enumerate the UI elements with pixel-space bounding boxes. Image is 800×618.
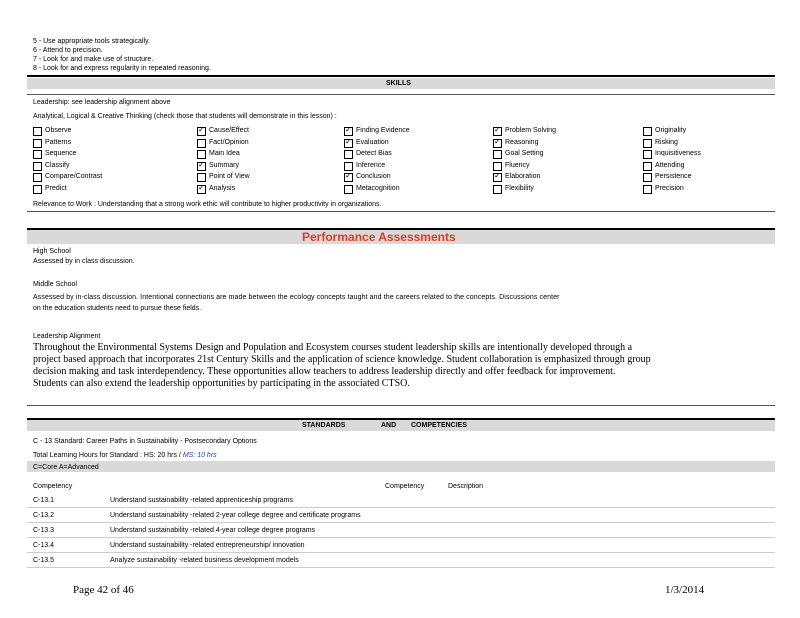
skill-checkbox[interactable]	[197, 150, 206, 159]
skill-checkbox[interactable]	[643, 150, 652, 159]
analytical-line: Analytical, Logical & Creative Thinking (check those that students will demonstrate in this lesson) :	[33, 113, 337, 120]
hours-line	[33, 451, 217, 460]
skill-checkbox[interactable]	[344, 162, 353, 171]
competency-description: Understand sustainability -related entrepreneurship/ innovation	[110, 542, 305, 549]
skill-label: Detect Bias	[356, 150, 392, 157]
skill-label: Classify	[45, 161, 70, 169]
standards-heading: STANDARDS	[302, 422, 346, 429]
skill-label: Compare/Contrast	[45, 173, 103, 180]
row-divider	[27, 507, 775, 508]
skill-label: Fact/Opinion	[209, 138, 249, 146]
skill-checkbox[interactable]	[197, 127, 206, 136]
competency-code: C-13.5	[33, 557, 55, 564]
paragraph-line: project based approach that incorporates 21st Century Skills and the application of science knowledge. Student collaboration is emphasized through group	[33, 354, 651, 365]
skill-checkbox[interactable]	[493, 150, 502, 159]
competency-code: C-13.4	[33, 542, 55, 549]
skill-label: Observe	[45, 127, 72, 134]
skill-checkbox[interactable]	[493, 185, 502, 194]
skill-label: Evaluation	[356, 138, 389, 146]
hours-ms: MS: 10 hrs	[182, 452, 217, 459]
competency-code: C-13.2	[33, 512, 55, 519]
check-icon: ✓	[494, 125, 501, 134]
standards-heading: AND	[381, 422, 397, 429]
skill-label: Inquisitiveness	[655, 150, 701, 157]
footer-date: 1/3/2014	[665, 584, 705, 596]
skill-checkbox[interactable]	[197, 159, 206, 171]
skill-label: Finding Evidence	[356, 127, 410, 134]
skill-label: Point of View	[209, 173, 250, 180]
check-icon: ✓	[345, 171, 352, 180]
middle-school-text: on the education students need to pursue these fields.	[33, 305, 202, 312]
divider	[27, 211, 775, 212]
hours-prefix: Total Learning Hours for Standard : HS: 20 hrs /	[33, 452, 181, 459]
skill-checkbox[interactable]	[197, 173, 206, 182]
skill-checkbox[interactable]	[33, 173, 42, 182]
skill-checkbox[interactable]	[33, 139, 42, 148]
skill-label: Inference	[356, 161, 386, 169]
paragraph-line: Throughout the Environmental Systems Design and Population and Ecosystem courses student leadership skills are intentionally developed through a	[33, 342, 633, 353]
skill-label: Analysis	[209, 184, 236, 192]
skill-checkbox[interactable]	[493, 127, 502, 136]
leadership-paragraph	[33, 342, 773, 390]
skill-label: Cause/Effect	[209, 127, 249, 134]
middle-school-text: Assessed by in-class discussion. Intentional connections are made between the ecology concepts taught and the careers related to the concepts. Discussions center	[33, 294, 560, 301]
practice-item: 7 - Look for and make use of structure.	[33, 56, 154, 63]
skill-label: Originality	[655, 127, 687, 134]
practice-item: 8 - Look for and express regularity in repeated reasoning.	[33, 65, 211, 72]
skill-label: Reasoning	[505, 138, 539, 146]
column-header-competency: Competency	[33, 483, 73, 490]
row-divider	[27, 537, 775, 538]
high-school-text: Assessed by in class discussion.	[33, 258, 135, 265]
skill-checkbox[interactable]	[33, 150, 42, 159]
skill-label: Precision	[655, 184, 684, 192]
check-icon: ✓	[198, 182, 205, 192]
skill-checkbox[interactable]	[33, 127, 42, 136]
practice-item: 5 - Use appropriate tools strategically.	[33, 38, 150, 45]
divider	[27, 75, 775, 77]
skill-label: Patterns	[45, 138, 72, 146]
skill-label: Predict	[45, 184, 67, 192]
skill-checkbox[interactable]	[344, 150, 353, 159]
skill-checkbox[interactable]	[344, 136, 353, 148]
check-icon: ✓	[345, 136, 352, 146]
skill-label: Flexibility	[505, 184, 534, 192]
column-header-description: Description	[448, 483, 484, 490]
high-school-label: High School	[33, 248, 71, 255]
competency-description: Analyze sustainability -related business development models	[110, 557, 299, 564]
skill-label: Main Idea	[209, 150, 240, 157]
skill-checkbox[interactable]	[33, 162, 42, 171]
page-number: Page 42 of 46	[73, 584, 134, 596]
divider	[27, 94, 775, 95]
skill-label: Elaboration	[505, 173, 541, 180]
skill-label: Summary	[209, 161, 239, 169]
skill-checkbox[interactable]	[197, 139, 206, 148]
row-divider	[27, 522, 775, 523]
standards-header-band	[27, 420, 775, 431]
skill-checkbox[interactable]	[643, 139, 652, 148]
skill-checkbox[interactable]	[493, 162, 502, 171]
skill-label: Persistence	[655, 173, 692, 180]
legend-band	[27, 461, 775, 472]
check-icon: ✓	[494, 136, 501, 146]
column-header-competency: Competency	[385, 483, 425, 490]
skill-label: Attending	[655, 161, 685, 169]
competency-code: C-13.3	[33, 527, 55, 534]
paragraph-line: Students can also extend the leadership opportunities by participating in the associated CTSO.	[33, 378, 410, 389]
row-divider	[27, 552, 775, 553]
check-icon: ✓	[198, 125, 205, 134]
skill-label: Metacognition	[356, 184, 400, 192]
skill-label: Problem Solving	[505, 127, 556, 134]
skill-label: Goal Setting	[505, 150, 544, 157]
skills-heading: SKILLS	[386, 80, 411, 87]
skill-checkbox[interactable]	[197, 182, 206, 194]
skill-checkbox[interactable]	[643, 173, 652, 182]
divider	[27, 405, 775, 406]
skill-checkbox[interactable]	[344, 127, 353, 136]
performance-title: Performance Assessments	[302, 230, 456, 244]
paragraph-line: decision making and task interdependency. These opportunities allow teachers to address leadership directly and offer feedback for improvement.	[33, 366, 616, 377]
legend-text: C=Core A=Advanced	[33, 464, 99, 471]
check-icon: ✓	[345, 125, 352, 134]
middle-school-label: Middle School	[33, 281, 77, 288]
skill-checkbox[interactable]	[33, 185, 42, 194]
skill-checkbox[interactable]	[493, 136, 502, 148]
relevance-line: Relevance to Work : Understanding that a strong work ethic will contribute to higher productivity in organizations.	[33, 201, 382, 208]
competency-description: Understand sustainability -related 4-year college degree programs	[110, 527, 316, 534]
check-icon: ✓	[198, 159, 205, 169]
competency-code: C-13.1	[33, 497, 55, 504]
skill-checkbox[interactable]	[344, 185, 353, 194]
competency-description: Understand sustainability -related apprenticeship programs	[110, 497, 293, 504]
skill-checkbox[interactable]	[643, 162, 652, 171]
skill-checkbox[interactable]	[493, 173, 502, 182]
row-divider	[27, 567, 775, 568]
skill-label: Sequence	[45, 150, 77, 157]
skill-checkbox[interactable]	[344, 173, 353, 182]
leadership-alignment-label: Leadership Alignment	[33, 333, 101, 340]
skill-checkbox[interactable]	[643, 127, 652, 136]
check-icon: ✓	[494, 171, 501, 180]
skill-label: Risking	[655, 138, 678, 146]
skill-label: Fluency	[505, 161, 530, 169]
skill-checkbox[interactable]	[643, 185, 652, 194]
competency-description: Understand sustainability -related 2-year college degree and certificate programs	[110, 512, 361, 519]
standard-line: C - 13 Standard: Career Paths in Sustainability - Postsecondary Options	[33, 438, 257, 445]
practice-item: 6 - Attend to precision.	[33, 47, 103, 54]
standards-heading: COMPETENCIES	[411, 422, 468, 429]
leadership-line: Leadership: see leadership alignment above	[33, 99, 171, 106]
skill-label: Conclusion	[356, 173, 391, 180]
